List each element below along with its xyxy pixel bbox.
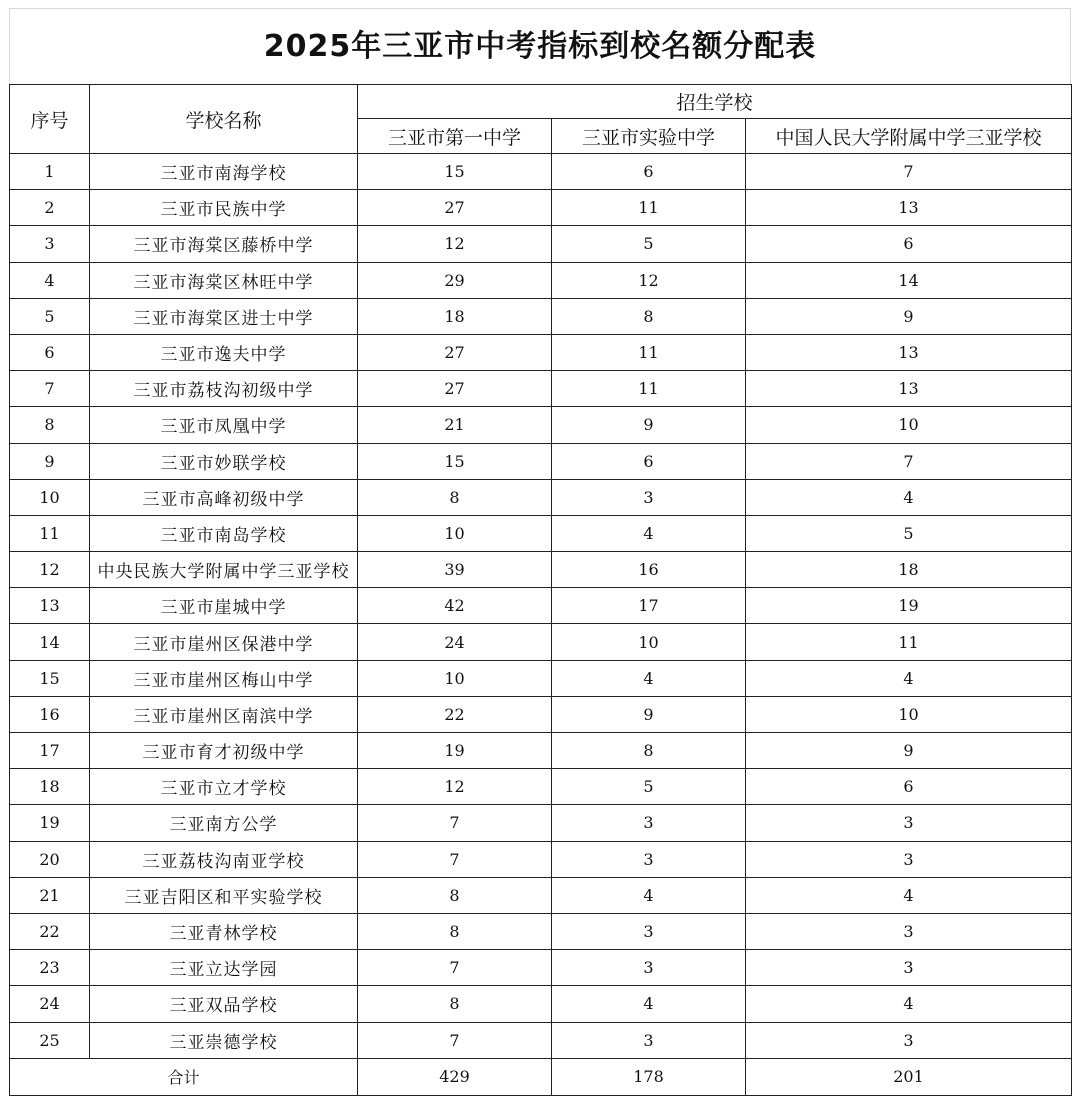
quota-cell: 7	[358, 1022, 552, 1058]
quota-cell: 10	[746, 696, 1072, 732]
school-name-cell: 三亚南方公学	[90, 805, 358, 841]
row-index-cell: 4	[10, 262, 90, 298]
quota-cell: 17	[552, 588, 746, 624]
row-index-cell: 22	[10, 913, 90, 949]
table-row	[10, 841, 1072, 877]
school-name-cell: 三亚荔枝沟南亚学校	[90, 841, 358, 877]
quota-cell: 7	[358, 841, 552, 877]
quota-cell: 3	[552, 1022, 746, 1058]
row-index-cell: 18	[10, 769, 90, 805]
quota-cell: 19	[358, 733, 552, 769]
quota-cell: 11	[746, 624, 1072, 660]
quota-cell: 6	[746, 769, 1072, 805]
header-recruiting-group: 招生学校	[358, 85, 1072, 119]
table-row	[10, 624, 1072, 660]
quota-cell: 8	[358, 479, 552, 515]
school-name-cell: 三亚市妙联学校	[90, 443, 358, 479]
row-index-cell: 24	[10, 986, 90, 1022]
school-name-cell: 三亚市立才学校	[90, 769, 358, 805]
row-index-cell: 5	[10, 298, 90, 334]
quota-cell: 6	[552, 154, 746, 190]
table-row	[10, 986, 1072, 1022]
quota-cell: 3	[552, 805, 746, 841]
table-header	[10, 85, 1072, 154]
quota-cell: 13	[746, 334, 1072, 370]
row-index-cell: 19	[10, 805, 90, 841]
quota-cell: 3	[746, 913, 1072, 949]
school-name-cell: 三亚崇德学校	[90, 1022, 358, 1058]
table-row	[10, 805, 1072, 841]
header-recruiting-school: 三亚市实验中学	[552, 119, 746, 154]
quota-cell: 24	[358, 624, 552, 660]
totals-label: 合计	[10, 1058, 358, 1095]
quota-cell: 42	[358, 588, 552, 624]
school-name-cell: 三亚市逸夫中学	[90, 334, 358, 370]
quota-cell: 16	[552, 552, 746, 588]
quota-cell: 4	[746, 986, 1072, 1022]
row-index-cell: 10	[10, 479, 90, 515]
quota-cell: 12	[358, 769, 552, 805]
school-name-cell: 三亚市南海学校	[90, 154, 358, 190]
quota-cell: 10	[746, 407, 1072, 443]
quota-cell: 3	[746, 841, 1072, 877]
quota-cell: 15	[358, 154, 552, 190]
quota-cell: 7	[746, 154, 1072, 190]
quota-cell: 7	[358, 950, 552, 986]
quota-cell: 4	[552, 877, 746, 913]
quota-cell: 3	[746, 805, 1072, 841]
quota-cell: 3	[552, 950, 746, 986]
total-cell: 178	[552, 1058, 746, 1095]
quota-cell: 7	[746, 443, 1072, 479]
table-row	[10, 443, 1072, 479]
row-index-cell: 11	[10, 515, 90, 551]
row-index-cell: 16	[10, 696, 90, 732]
row-index-cell: 6	[10, 334, 90, 370]
row-index-cell: 8	[10, 407, 90, 443]
row-index-cell: 21	[10, 877, 90, 913]
quota-cell: 4	[552, 515, 746, 551]
quota-cell: 15	[358, 443, 552, 479]
quota-cell: 21	[358, 407, 552, 443]
quota-cell: 9	[746, 298, 1072, 334]
table-row	[10, 696, 1072, 732]
quota-cell: 6	[552, 443, 746, 479]
row-index-cell: 3	[10, 226, 90, 262]
quota-cell: 13	[746, 190, 1072, 226]
quota-cell: 13	[746, 371, 1072, 407]
school-name-cell: 三亚市海棠区藤桥中学	[90, 226, 358, 262]
quota-cell: 7	[358, 805, 552, 841]
quota-cell: 9	[552, 407, 746, 443]
school-name-cell: 三亚市崖州区南滨中学	[90, 696, 358, 732]
quota-cell: 4	[552, 986, 746, 1022]
quota-cell: 8	[552, 733, 746, 769]
table-row	[10, 913, 1072, 949]
quota-cell: 3	[552, 913, 746, 949]
total-cell: 429	[358, 1058, 552, 1095]
quota-cell: 3	[746, 1022, 1072, 1058]
quota-cell: 4	[746, 479, 1072, 515]
quota-cell: 5	[552, 226, 746, 262]
quota-cell: 8	[358, 986, 552, 1022]
quota-cell: 39	[358, 552, 552, 588]
school-name-cell: 三亚市崖州区保港中学	[90, 624, 358, 660]
school-name-cell: 三亚吉阳区和平实验学校	[90, 877, 358, 913]
quota-cell: 3	[552, 479, 746, 515]
quota-cell: 12	[552, 262, 746, 298]
school-name-cell: 三亚市育才初级中学	[90, 733, 358, 769]
quota-cell: 27	[358, 334, 552, 370]
header-school-name: 学校名称	[90, 85, 358, 154]
table-row	[10, 407, 1072, 443]
quota-cell: 11	[552, 190, 746, 226]
quota-cell: 3	[746, 950, 1072, 986]
school-name-cell: 三亚双品学校	[90, 986, 358, 1022]
quota-cell: 27	[358, 371, 552, 407]
school-name-cell: 三亚立达学园	[90, 950, 358, 986]
quota-cell: 12	[358, 226, 552, 262]
row-index-cell: 1	[10, 154, 90, 190]
quota-cell: 5	[552, 769, 746, 805]
quota-cell: 3	[552, 841, 746, 877]
quota-cell: 8	[358, 877, 552, 913]
quota-cell: 11	[552, 334, 746, 370]
quota-cell: 8	[552, 298, 746, 334]
table-row	[10, 660, 1072, 696]
table-row	[10, 552, 1072, 588]
row-index-cell: 23	[10, 950, 90, 986]
quota-cell: 18	[746, 552, 1072, 588]
row-index-cell: 7	[10, 371, 90, 407]
quota-cell: 14	[746, 262, 1072, 298]
row-index-cell: 17	[10, 733, 90, 769]
row-index-cell: 20	[10, 841, 90, 877]
quota-cell: 29	[358, 262, 552, 298]
row-index-cell: 25	[10, 1022, 90, 1058]
table-row	[10, 769, 1072, 805]
school-name-cell: 三亚市海棠区林旺中学	[90, 262, 358, 298]
row-index-cell: 14	[10, 624, 90, 660]
school-name-cell: 中央民族大学附属中学三亚学校	[90, 552, 358, 588]
school-name-cell: 三亚市海棠区进士中学	[90, 298, 358, 334]
row-index-cell: 2	[10, 190, 90, 226]
total-cell: 201	[746, 1058, 1072, 1095]
table-row	[10, 950, 1072, 986]
table-row	[10, 877, 1072, 913]
school-name-cell: 三亚市崖城中学	[90, 588, 358, 624]
table-row	[10, 1022, 1072, 1058]
header-recruiting-school: 中国人民大学附属中学三亚学校	[746, 119, 1072, 154]
table-row	[10, 588, 1072, 624]
quota-cell: 9	[746, 733, 1072, 769]
row-index-cell: 9	[10, 443, 90, 479]
table-row	[10, 733, 1072, 769]
quota-cell: 4	[746, 877, 1072, 913]
table-row	[10, 262, 1072, 298]
school-name-cell: 三亚市崖州区梅山中学	[90, 660, 358, 696]
quota-cell: 8	[358, 913, 552, 949]
row-index-cell: 12	[10, 552, 90, 588]
quota-cell: 4	[552, 660, 746, 696]
quota-cell: 22	[358, 696, 552, 732]
table-row	[10, 371, 1072, 407]
quota-cell: 6	[746, 226, 1072, 262]
quota-cell: 19	[746, 588, 1072, 624]
quota-cell: 10	[358, 515, 552, 551]
quota-cell: 9	[552, 696, 746, 732]
school-name-cell: 三亚市荔枝沟初级中学	[90, 371, 358, 407]
school-name-cell: 三亚市高峰初级中学	[90, 479, 358, 515]
quota-cell: 11	[552, 371, 746, 407]
school-name-cell: 三亚市凤凰中学	[90, 407, 358, 443]
quota-cell: 10	[552, 624, 746, 660]
row-index-cell: 15	[10, 660, 90, 696]
table-body	[10, 154, 1072, 1059]
table-footer	[10, 1058, 1072, 1095]
quota-table	[9, 84, 1072, 1096]
quota-cell: 27	[358, 190, 552, 226]
table-row	[10, 479, 1072, 515]
page-title: 2025年三亚市中考指标到校名额分配表	[9, 8, 1071, 84]
totals-row	[10, 1058, 1072, 1095]
table-row	[10, 334, 1072, 370]
table-row	[10, 298, 1072, 334]
row-index-cell: 13	[10, 588, 90, 624]
header-index: 序号	[10, 85, 90, 154]
school-name-cell: 三亚市民族中学	[90, 190, 358, 226]
table-row	[10, 190, 1072, 226]
quota-cell: 4	[746, 660, 1072, 696]
table-row	[10, 226, 1072, 262]
quota-cell: 18	[358, 298, 552, 334]
quota-sheet	[9, 8, 1071, 1106]
school-name-cell: 三亚青林学校	[90, 913, 358, 949]
header-recruiting-school: 三亚市第一中学	[358, 119, 552, 154]
school-name-cell: 三亚市南岛学校	[90, 515, 358, 551]
quota-cell: 10	[358, 660, 552, 696]
quota-cell: 5	[746, 515, 1072, 551]
table-row	[10, 154, 1072, 190]
table-row	[10, 515, 1072, 551]
